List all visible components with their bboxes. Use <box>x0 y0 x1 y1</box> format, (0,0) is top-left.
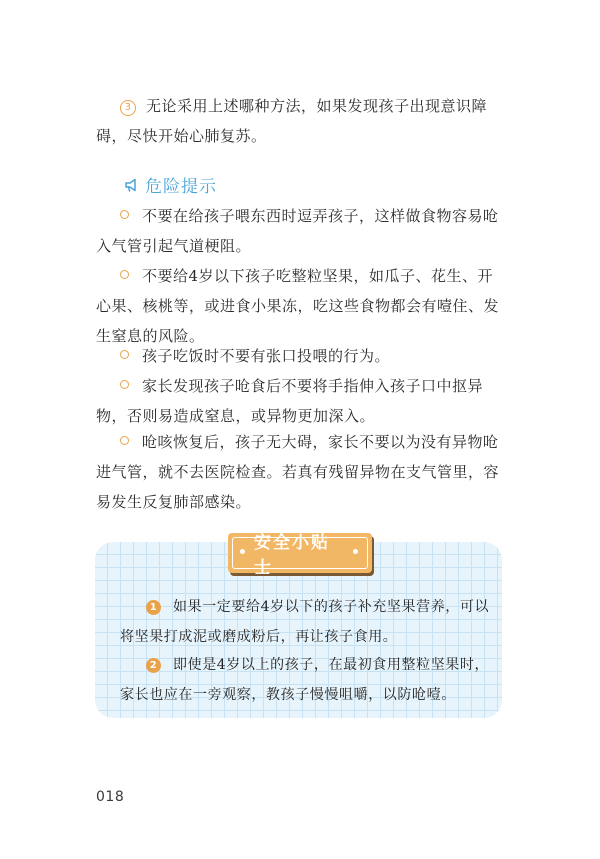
tip-item <box>120 592 490 652</box>
circled-number-marker: 3 <box>120 100 136 116</box>
title-dot-left: • <box>238 545 249 561</box>
danger-title-text: 危险提示 <box>145 177 217 197</box>
bullet-circle-icon <box>120 436 129 445</box>
tip-item-text: 即使是4岁以上的孩子，在最初食用整粒坚果时，家长也应在一旁观察，教孩子慢慢咀嚼，以防呛噎。 <box>120 657 490 703</box>
danger-item-text: 呛咳恢复后，孩子无大碍，家长不要以为没有异物呛进气管，就不去医院检查。若真有残留异物在支气管里，容易发生反复肺部感染。 <box>96 433 500 511</box>
bullet-circle-icon <box>120 380 129 389</box>
tip-item <box>120 650 490 710</box>
danger-item <box>96 261 506 351</box>
danger-item-text: 不要在给孩子喂东西时逗弄孩子，这样做食物容易呛入气管引起气道梗阻。 <box>96 207 499 255</box>
danger-item <box>96 201 506 261</box>
intro-item <box>96 91 506 151</box>
danger-item <box>96 341 506 371</box>
safety-tips-title-tab <box>228 533 372 578</box>
safety-tips-title: 安全小贴士 <box>253 533 330 578</box>
danger-item-text: 孩子吃饭时不要有张口投喂的行为。 <box>142 347 391 365</box>
danger-section-title <box>124 172 217 197</box>
bullet-circle-icon <box>120 210 129 219</box>
danger-item <box>96 371 506 431</box>
tip-item-text: 如果一定要给4岁以下的孩子补充坚果营养，可以将坚果打成泥或磨成粉后，再让孩子食用。 <box>120 599 490 645</box>
number-badge-icon: 1 <box>146 600 161 615</box>
bullet-circle-icon <box>120 350 129 359</box>
danger-item-text: 不要给4岁以下孩子吃整粒坚果，如瓜子、花生、开心果、核桃等，或进食小果冻，吃这些食物都会有噎住、发生窒息的风险。 <box>96 267 500 345</box>
bullet-circle-icon <box>120 270 129 279</box>
page-number: 018 <box>96 789 125 805</box>
megaphone-icon <box>124 177 140 193</box>
danger-item <box>96 427 506 517</box>
number-badge-icon: 2 <box>146 658 161 673</box>
title-dot-right: • <box>351 545 362 561</box>
danger-item-text: 家长发现孩子呛食后不要将手指伸入孩子口中抠异物，否则易造成窒息，或异物更加深入。 <box>96 377 484 425</box>
intro-item-text: 无论采用上述哪种方法，如果发现孩子出现意识障碍，尽快开始心肺复苏。 <box>96 97 488 145</box>
